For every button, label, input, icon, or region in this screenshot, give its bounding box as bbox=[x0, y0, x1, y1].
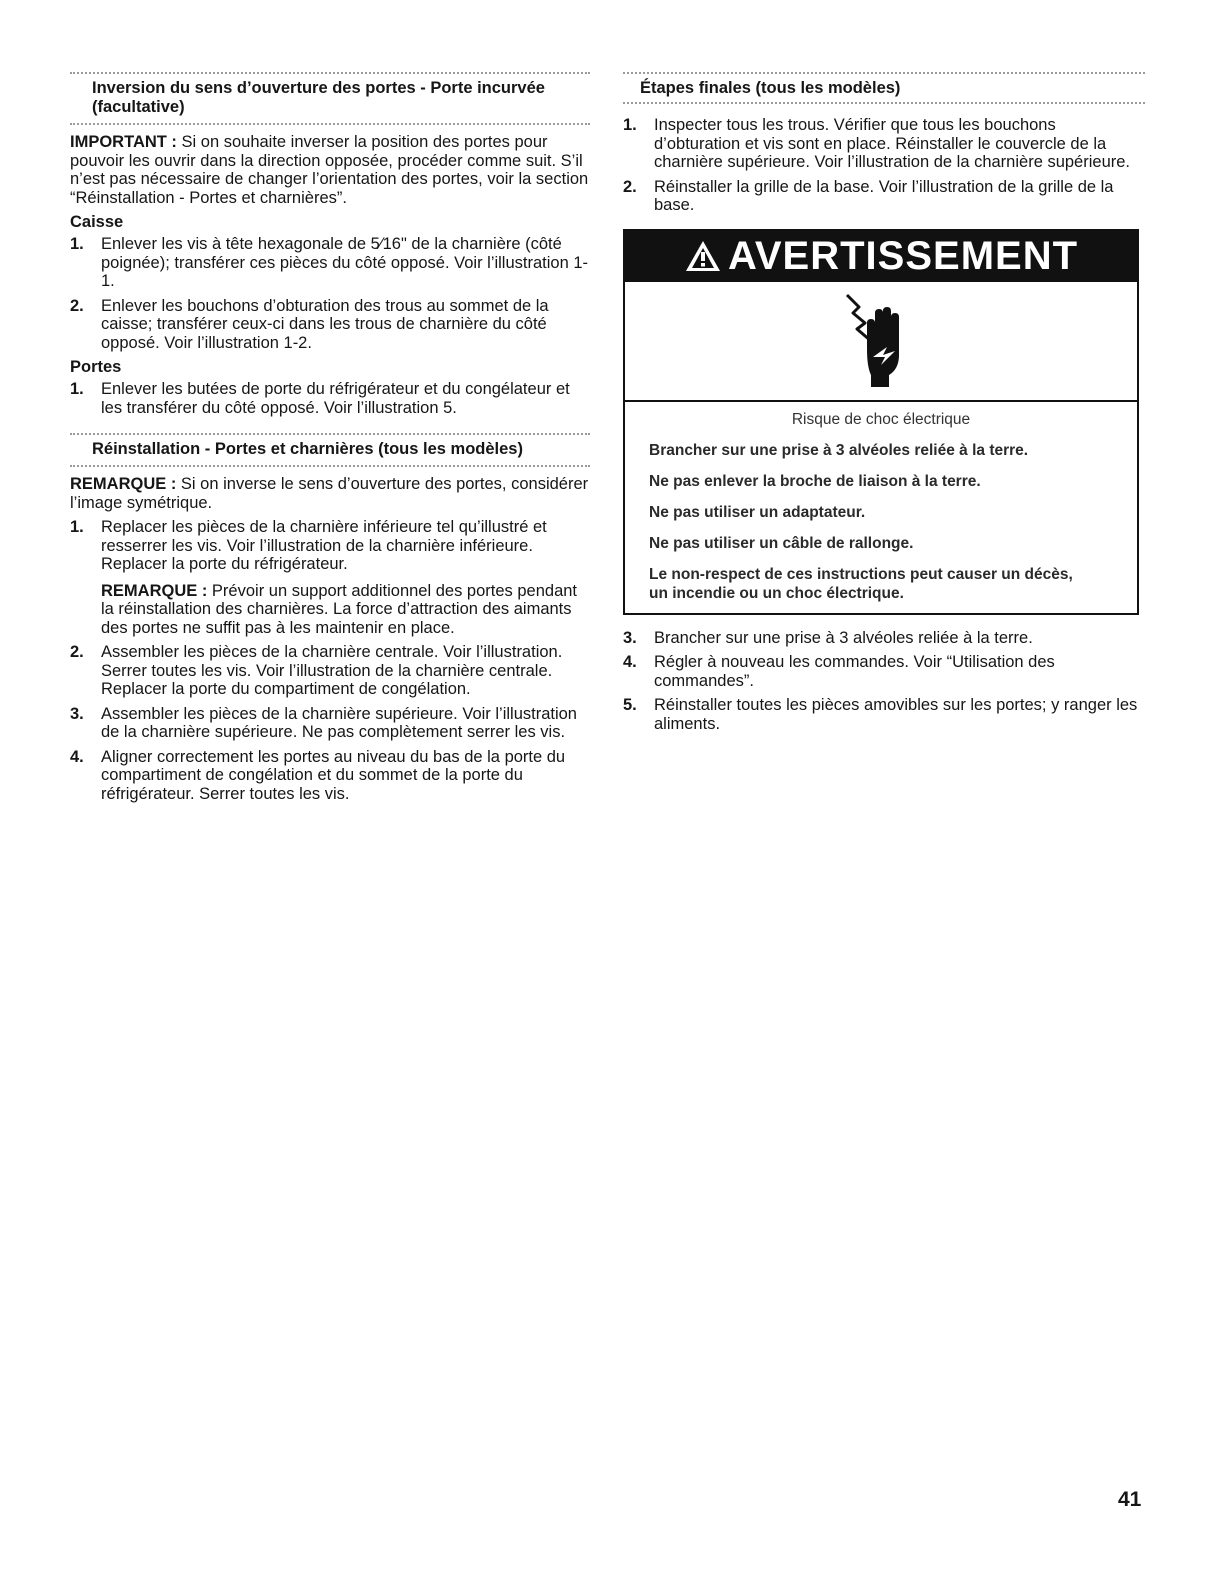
step-text: Enlever les vis à tête hexagonale de 5⁄16" de la charnière (côté poignée); transférer ces pièces du côté opposé. Voir l’illustration 1-1. bbox=[101, 235, 589, 290]
step-number: 1. bbox=[623, 116, 637, 134]
step-text: Réinstaller la grille de la base. Voir l’illustration de la grille de la base. bbox=[654, 177, 1114, 214]
remark-paragraph bbox=[70, 475, 590, 512]
step-number: 3. bbox=[623, 628, 637, 647]
reinstallation-steps bbox=[70, 518, 590, 803]
step-number: 3. bbox=[70, 704, 84, 723]
important-label: IMPORTANT : bbox=[70, 133, 177, 151]
list-item bbox=[70, 518, 590, 637]
step-note bbox=[101, 582, 590, 638]
list-item bbox=[70, 643, 590, 699]
step-number: 4. bbox=[70, 747, 84, 766]
remark-text: Si on inverse le sens d’ouverture des portes, considérer l’image symétrique. bbox=[70, 475, 589, 512]
warning-title: AVERTISSEMENT bbox=[727, 233, 1079, 278]
step-text: Assembler les pièces de la charnière centrale. Voir l’illustration. Serrer toutes les vis. Voir l’illustration de la charnière centrale. Replacer la porte du compartiment de congélation. bbox=[101, 643, 563, 698]
list-item bbox=[623, 653, 1145, 690]
section-title-reinstallation: Réinstallation - Portes et charnières (tous les modèles) bbox=[92, 440, 523, 458]
warning-risk: Risque de choc électrique bbox=[791, 410, 971, 428]
step-text: Enlever les butées de porte du réfrigérateur et du congélateur et les transférer du côté opposé. Voir l’illustration 5. bbox=[101, 380, 570, 417]
list-item bbox=[70, 705, 590, 742]
step-number: 4. bbox=[623, 653, 637, 671]
step-number: 2. bbox=[70, 296, 84, 315]
remark-label: REMARQUE : bbox=[70, 475, 177, 493]
step-text: Régler à nouveau les commandes. Voir “Utilisation des commandes”. bbox=[654, 653, 1055, 690]
divider bbox=[70, 465, 590, 467]
step-number: 1. bbox=[70, 518, 84, 536]
divider bbox=[623, 102, 1145, 104]
warning-triangle-icon bbox=[684, 239, 722, 273]
step-text: Replacer les pièces de la charnière inférieure tel qu’illustré et resserrer les vis. Voir l’illustration de la charnière inférieure. Replacer la porte du réfrigérateur. bbox=[101, 518, 547, 573]
list-item bbox=[623, 629, 1145, 648]
right-column bbox=[623, 72, 1145, 739]
final-steps-b bbox=[623, 629, 1145, 734]
step-number: 2. bbox=[70, 643, 84, 661]
final-steps-a bbox=[623, 116, 1145, 215]
list-item bbox=[70, 297, 590, 353]
subheading-portes: Portes bbox=[70, 358, 122, 376]
note-label: REMARQUE : bbox=[101, 581, 208, 600]
section-title-final-steps: Étapes finales (tous les modèles) bbox=[640, 79, 901, 97]
left-column bbox=[70, 72, 590, 809]
portes-steps bbox=[70, 380, 590, 417]
warning-line: Ne pas enlever la broche de liaison à la terre. bbox=[649, 472, 981, 490]
warning-header bbox=[625, 231, 1137, 282]
divider bbox=[70, 123, 590, 125]
warning-line: Brancher sur une prise à 3 alvéoles reliée à la terre. bbox=[649, 441, 1029, 459]
warning-line: Ne pas utiliser un câble de rallonge. bbox=[649, 534, 914, 552]
list-item bbox=[623, 696, 1145, 733]
important-text: Si on souhaite inverser la position des portes pour pouvoir les ouvrir dans la direction opposée, procéder comme suit. S’il n’est pas nécessaire de changer l’orientation des portes, voir la section “Réinstallation - Portes et charnières”. bbox=[70, 133, 589, 207]
step-text: Inspecter tous les trous. Vérifier que tous les bouchons d’obturation et vis sont en place. Réinstaller le couvercle de la charnière supérieure. Voir l’illustration de la charnière supérieure. bbox=[654, 116, 1131, 171]
electric-shock-hand-icon bbox=[841, 291, 921, 391]
step-text: Brancher sur une prise à 3 alvéoles reliée à la terre. bbox=[654, 628, 1033, 647]
step-text: Réinstaller toutes les pièces amovibles sur les portes; y ranger les aliments. bbox=[654, 696, 1138, 733]
section-title-door-reversal: Inversion du sens d’ouverture des portes - Porte incurvée (facultative) bbox=[92, 79, 545, 116]
warning-pictogram bbox=[625, 282, 1137, 402]
warning-line: Ne pas utiliser un adaptateur. bbox=[649, 503, 866, 521]
list-item bbox=[70, 380, 590, 417]
important-paragraph bbox=[70, 133, 590, 207]
step-text: Aligner correctement les portes au niveau du bas de la porte du compartiment de congélation et du sommet de la porte du réfrigérateur. Serrer toutes les vis. bbox=[101, 747, 566, 803]
note-text: Prévoir un support additionnel des portes pendant la réinstallation des charnières. La force d’attraction des aimants des portes ne suffit pas à les maintenir en place. bbox=[101, 581, 578, 637]
list-item bbox=[70, 235, 590, 291]
warning-text bbox=[625, 402, 1137, 613]
caisse-steps bbox=[70, 235, 590, 352]
step-number: 5. bbox=[623, 696, 637, 714]
step-number: 1. bbox=[70, 380, 84, 398]
list-item bbox=[623, 116, 1145, 172]
step-number: 1. bbox=[70, 235, 84, 253]
step-text: Assembler les pièces de la charnière supérieure. Voir l’illustration de la charnière supérieure. Ne pas complètement serrer les vis. bbox=[101, 704, 577, 741]
warning-box bbox=[623, 229, 1139, 615]
subheading-caisse: Caisse bbox=[70, 213, 124, 231]
step-text: Enlever les bouchons d’obturation des trous au sommet de la caisse; transférer ceux-ci dans les trous de charnière du côté opposé. Voir l’illustration 1-2. bbox=[101, 296, 549, 352]
list-item bbox=[70, 748, 590, 804]
page-number: 41 bbox=[1118, 1488, 1142, 1511]
list-item bbox=[623, 178, 1145, 215]
warning-line: Le non-respect de ces instructions peut causer un décès, un incendie ou un choc électrique. bbox=[649, 565, 1073, 602]
step-number: 2. bbox=[623, 177, 637, 196]
